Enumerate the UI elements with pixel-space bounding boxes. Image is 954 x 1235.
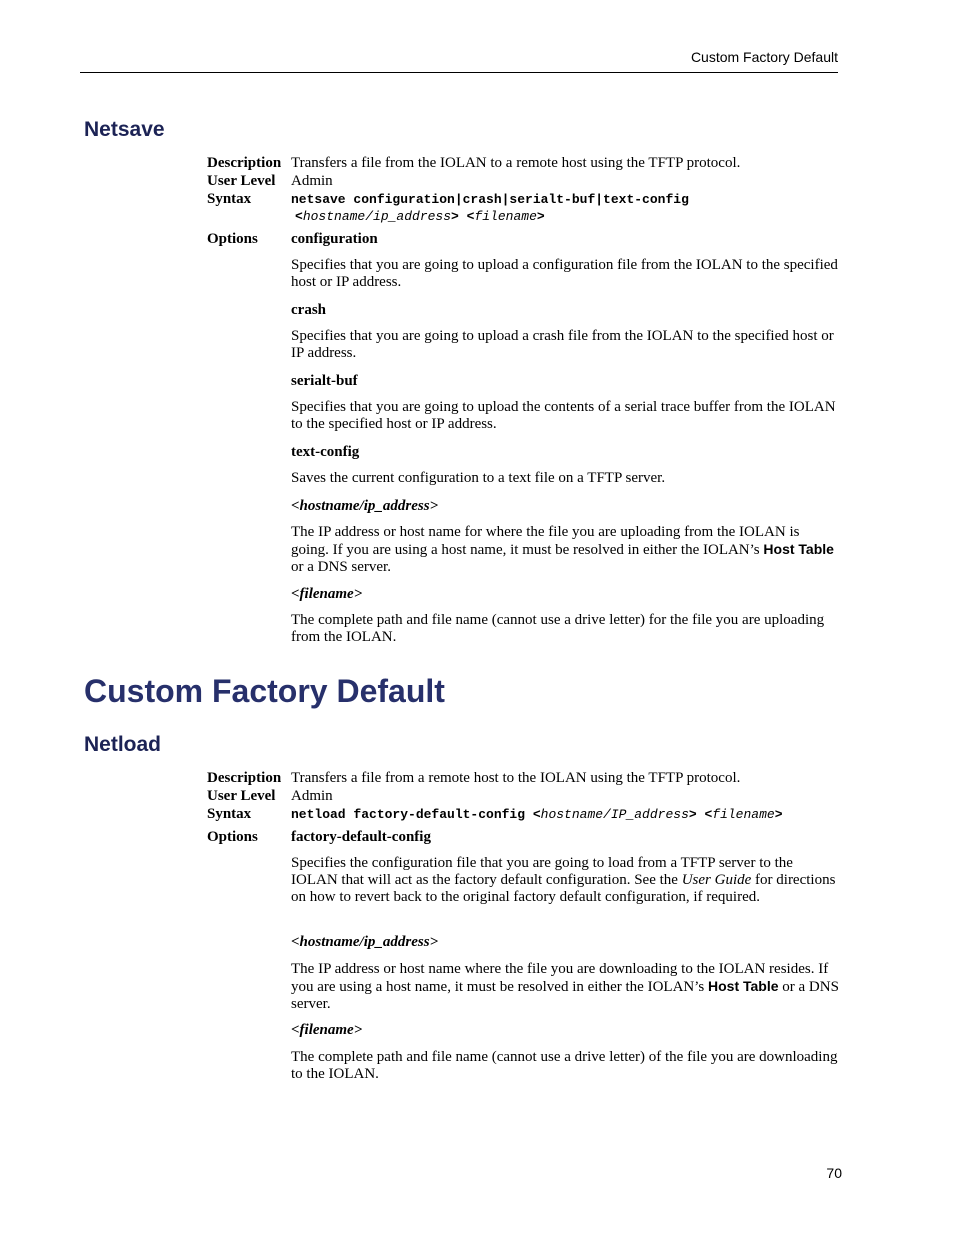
netload-syntax: [291, 806, 839, 823]
option-serialt-buf-desc: Specifies that you are going to upload the contents of a serial trace buffer from the IOLAN to the specified host or IP address.: [291, 399, 836, 432]
page-number: 70: [826, 1165, 842, 1181]
netsave-syntax: [291, 191, 839, 208]
desc-text: or a DNS server.: [291, 559, 391, 575]
desc-text: The IP address or host name where the file you are downloading to the IOLAN resides. If you are using a host name, it must be resolved in either the IOLAN’s: [291, 961, 829, 995]
netload-user-level: Admin: [291, 788, 333, 804]
option-hostname-desc: [291, 524, 839, 576]
desc-text: for directions on how to revert back to the original factory default configuration, if required.: [291, 872, 836, 905]
netload-description: Transfers a file from a remote host to the IOLAN using the TFTP protocol.: [291, 770, 741, 786]
syntax-gt: >: [451, 209, 459, 224]
desc-text: or a DNS server.: [291, 979, 839, 1012]
option-text-config: text-config: [291, 444, 360, 460]
syntax-gt: >: [536, 209, 545, 224]
syntax-filename: filename: [712, 807, 775, 822]
netsave-syntax-command: netsave configuration|crash|serialt-buf|text-config: [291, 192, 689, 207]
option-factory-default-config-desc: [291, 855, 839, 906]
running-header: Custom Factory Default: [690, 49, 838, 65]
netsave-user-level-label: User Level: [207, 173, 276, 189]
desc-text: Specifies the configuration file that you are going to load from a TFTP server to the IOLAN that will act as the factory default configuration. See the: [291, 855, 793, 888]
section-heading: Custom Factory Default: [84, 673, 445, 709]
netsave-options-label: Options: [207, 231, 258, 247]
netload-syntax-label: Syntax: [207, 806, 252, 822]
netsave-syntax-label: Syntax: [207, 191, 252, 207]
netsave-heading: Netsave: [84, 118, 165, 141]
netload-user-level-label: User Level: [207, 788, 276, 804]
syntax-gt: >: [774, 807, 783, 822]
header-rule: [80, 72, 838, 73]
option-crash: crash: [291, 302, 326, 318]
option-text-config-desc: Saves the current configuration to a text file on a TFTP server.: [291, 470, 666, 486]
netload-description-label: Description: [207, 770, 282, 786]
syntax-hostname: hostname/IP_address: [540, 807, 689, 822]
option-hostname-desc: [291, 961, 839, 1013]
option-filename: <filename>: [291, 586, 363, 602]
option-serialt-buf: serialt-buf: [291, 373, 358, 389]
netload-syntax-command: netload factory-default-config <: [291, 807, 541, 822]
host-table-term: Host Table: [708, 978, 779, 994]
option-filename-desc: The complete path and file name (cannot use a drive letter) for the file you are uploading from the IOLAN.: [291, 612, 825, 645]
desc-text: The IP address or host name for where the file you are uploading from the IOLAN is going. If you are using a host name, it must be resolved in either the IOLAN’s: [291, 524, 800, 558]
option-configuration: configuration: [291, 231, 378, 247]
netload-heading: Netload: [84, 733, 162, 756]
syntax-lt: <: [458, 209, 475, 224]
option-crash-desc: Specifies that you are going to upload a crash file from the IOLAN to the specified host or IP address.: [291, 328, 834, 361]
user-guide-ref: User Guide: [681, 872, 752, 888]
option-factory-default-config: factory-default-config: [291, 829, 431, 845]
netsave-description-label: Description: [207, 155, 282, 171]
option-filename-desc: The complete path and file name (cannot use a drive letter) of the file you are downloading to the IOLAN.: [291, 1049, 838, 1082]
netsave-user-level: Admin: [291, 173, 333, 189]
syntax-lt: <: [295, 209, 303, 224]
option-hostname: <hostname/ip_address>: [291, 934, 439, 950]
option-filename: <filename>: [291, 1022, 363, 1038]
syntax-hostname: hostname/ip_address: [302, 209, 452, 224]
syntax-separator: > <: [688, 807, 713, 822]
option-configuration-desc: Specifies that you are going to upload a configuration file from the IOLAN to the specified host or IP address.: [291, 257, 838, 290]
netload-options-label: Options: [207, 829, 258, 845]
netsave-description: Transfers a file from the IOLAN to a remote host using the TFTP protocol.: [291, 155, 741, 171]
option-hostname: <hostname/ip_address>: [291, 498, 439, 514]
host-table-term: Host Table: [763, 541, 834, 557]
syntax-filename: filename: [474, 209, 537, 224]
netsave-syntax-args: [295, 208, 843, 225]
